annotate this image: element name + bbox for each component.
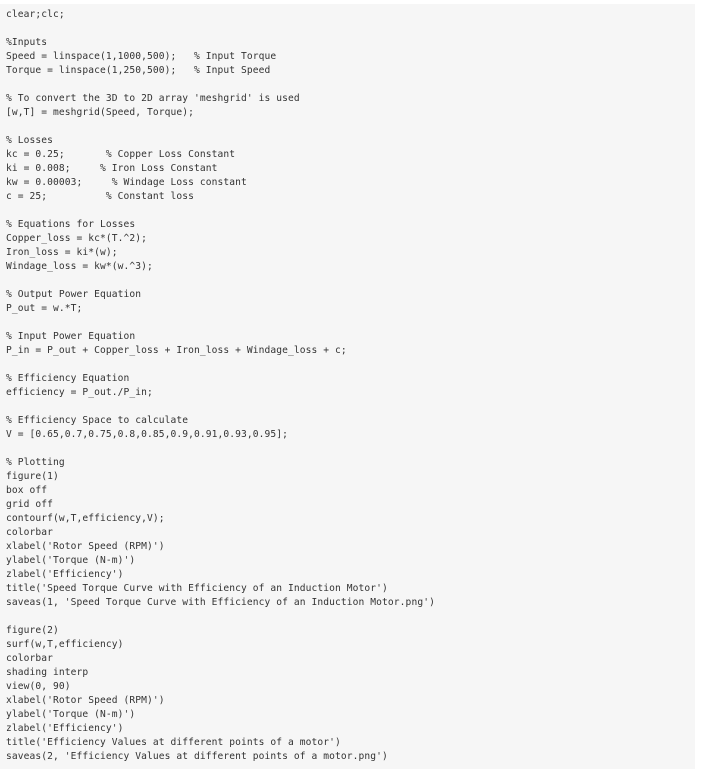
code-line: grid off (6, 499, 54, 510)
code-line: shading interp (6, 667, 89, 678)
code-line: zlabel('Efficiency') (6, 723, 124, 734)
code-line (6, 204, 689, 218)
code-line: V = [0.65,0.7,0.75,0.8,0.85,0.9,0.91,0.93,0.95]; (6, 429, 289, 440)
code-line: [w,T] = meshgrid(Speed, Torque); (6, 107, 195, 118)
code-line: title('Speed Torque Curve with Efficiency of an Induction Motor') (6, 583, 388, 594)
code-line: xlabel('Rotor Speed (RPM)') (6, 695, 165, 706)
code-line: saveas(2, 'Efficiency Values at different points of a motor.png') (6, 751, 388, 762)
code-line: % To convert the 3D to 2D array 'meshgrid' is used (6, 93, 300, 104)
code-line: box off (6, 485, 48, 496)
code-line: % Input Power Equation (6, 331, 136, 342)
code-line: Speed = linspace(1,1000,500); % Input Torque (6, 51, 277, 62)
code-line: view(0, 90) (6, 681, 71, 692)
code-line: kw = 0.00003; % Windage Loss constant (6, 177, 247, 188)
code-line: Torque = linspace(1,250,500); % Input Speed (6, 65, 271, 76)
code-line: kc = 0.25; % Copper Loss Constant (6, 149, 236, 160)
code-line: ylabel('Torque (N-m)') (6, 709, 136, 720)
code-line: ki = 0.008; % Iron Loss Constant (6, 163, 218, 174)
code-line: P_out = w.*T; (6, 303, 83, 314)
code-line (6, 400, 689, 414)
code-line: saveas(1, 'Speed Torque Curve with Efficiency of an Induction Motor.png') (6, 597, 435, 608)
code-line (6, 610, 689, 624)
code-line (6, 316, 689, 330)
code-line: Iron_loss = ki*(w); (6, 247, 118, 258)
code-line: % Output Power Equation (6, 289, 142, 300)
code-line: zlabel('Efficiency') (6, 569, 124, 580)
code-line: surf(w,T,efficiency) (6, 639, 124, 650)
code-block (0, 4, 695, 769)
code-line (6, 22, 689, 36)
code-line: %Inputs (6, 37, 48, 48)
code-line: clear;clc; (6, 9, 65, 20)
code-line: % Equations for Losses (6, 219, 136, 230)
code-line: colorbar (6, 653, 54, 664)
code-line: title('Efficiency Values at different points of a motor') (6, 737, 341, 748)
code-line: colorbar (6, 527, 54, 538)
code-line: contourf(w,T,efficiency,V); (6, 513, 165, 524)
code-line: figure(1) (6, 471, 59, 482)
code-line (6, 120, 689, 134)
code-line: % Efficiency Equation (6, 373, 130, 384)
code-line: xlabel('Rotor Speed (RPM)') (6, 541, 165, 552)
code-line: efficiency = P_out./P_in; (6, 387, 153, 398)
code-line: % Plotting (6, 457, 65, 468)
code-line: % Losses (6, 135, 54, 146)
code-line: c = 25; % Constant loss (6, 191, 195, 202)
code-line: ylabel('Torque (N-m)') (6, 555, 136, 566)
code-line (6, 358, 689, 372)
code-line: % Efficiency Space to calculate (6, 415, 189, 426)
code-line (6, 442, 689, 456)
code-line: Copper_loss = kc*(T.^2); (6, 233, 148, 244)
code-line: Windage_loss = kw*(w.^3); (6, 261, 153, 272)
code-line: P_in = P_out + Copper_loss + Iron_loss + Windage_loss + c; (6, 345, 347, 356)
code-line: figure(2) (6, 625, 59, 636)
code-line (6, 78, 689, 92)
code-line (6, 274, 689, 288)
